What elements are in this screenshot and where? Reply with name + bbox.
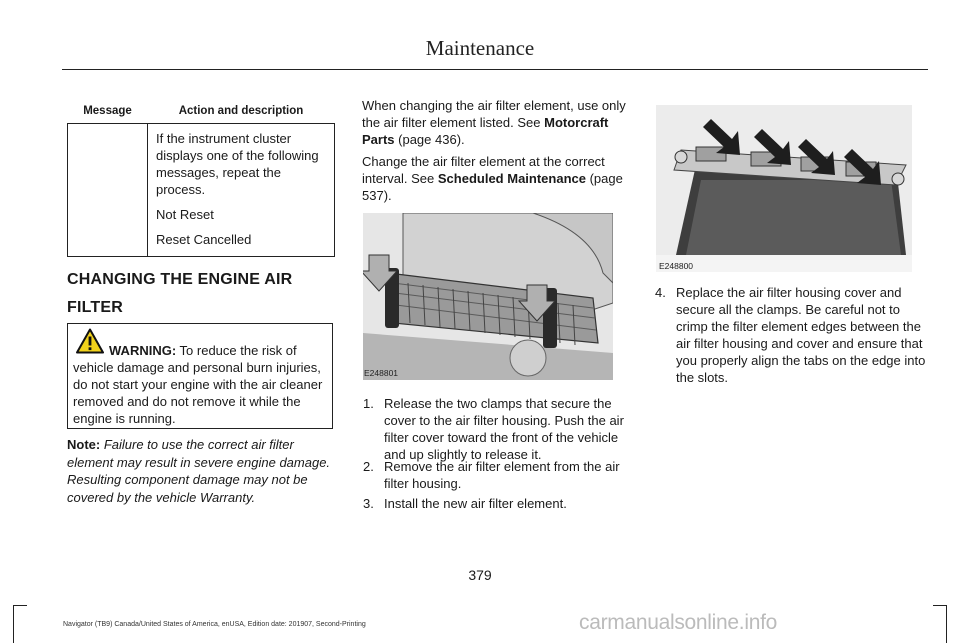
table-action-text-2: Not Reset xyxy=(156,207,214,222)
table-header-message: Message xyxy=(68,97,148,124)
section-title xyxy=(67,266,337,322)
table-cell-action xyxy=(148,124,335,257)
col2-para1-text: When changing the air filter element, use only the air filter element listed. See xyxy=(362,98,626,130)
warning-text-rest: vehicle damage and personal burn injuries, do not start your engine with the air cleaner removed and do not remove it while the engine is running. xyxy=(73,360,323,426)
col2-para2 xyxy=(362,153,632,204)
page-header-title: Maintenance xyxy=(425,36,535,60)
warning-text-first: To reduce the risk of xyxy=(176,343,297,358)
col2-para2-ref: (page 537). xyxy=(362,171,623,203)
crop-mark-left xyxy=(13,605,14,643)
step-2-number: 2. xyxy=(363,459,374,474)
crop-mark-left-top xyxy=(13,605,27,606)
step-4-text: Replace the air filter housing cover and secure all the clamps. Be careful not to crimp the filter element edges between the air filter housing and cover and ensure that you properly align the tabs on the edge into the slots. xyxy=(676,285,926,385)
step-1-text: Release the two clamps that secure the cover to the air filter housing. Push the air filter cover toward the front of the vehicle and up slightly to release it. xyxy=(384,396,624,462)
step-1-number: 1. xyxy=(363,396,374,411)
footer-edition-text: Navigator (TB9) Canada/United States of America, enUSA, Edition date: 201907, Second-Printing xyxy=(63,621,366,628)
table-action-text-1: If the instrument cluster displays one of the following messages, repeat the process. xyxy=(156,131,319,197)
air-filter-clamps-drawing xyxy=(363,213,613,380)
table-cell-message xyxy=(68,124,148,257)
scheduled-maintenance-link[interactable]: Scheduled Maintenance xyxy=(437,171,586,186)
step-2-text: Remove the air filter element from the air filter housing. xyxy=(384,459,620,491)
step-3-number: 3. xyxy=(363,496,374,511)
step-3-text: Install the new air filter element. xyxy=(384,496,567,511)
air-filter-tabs-drawing xyxy=(656,105,912,272)
image-label-e248801: E248801 xyxy=(364,368,399,378)
note-text: Failure to use the correct air filter element may result in severe engine damage. Resulting component damage may not be covered by the vehicle Warranty. xyxy=(67,437,331,505)
step-4-number: 4. xyxy=(655,285,666,300)
section-title-line2: FILTER xyxy=(67,299,124,316)
table-action-text-3: Reset Cancelled xyxy=(156,232,252,247)
step-4 xyxy=(655,284,927,385)
warning-text xyxy=(73,342,335,427)
message-table xyxy=(67,97,335,257)
air-filter-tabs-illustration xyxy=(656,105,912,272)
section-title-line1: CHANGING THE ENGINE AIR xyxy=(67,271,293,288)
crop-mark-right xyxy=(946,605,947,643)
table-row xyxy=(68,124,335,257)
air-filter-clamps-illustration xyxy=(363,213,613,380)
col2-para2-text: Change the air filter element at the correct interval. See xyxy=(362,154,605,186)
col2-para1-ref: (page 436). xyxy=(394,132,465,147)
step-2 xyxy=(363,458,633,494)
note-paragraph xyxy=(67,436,337,506)
page-number: 379 xyxy=(468,567,492,583)
watermark-text: carmanualsonline.info xyxy=(579,611,777,634)
image-label-e248800: E248800 xyxy=(659,261,694,271)
warning-label: WARNING: xyxy=(109,343,177,358)
note-label: Note: xyxy=(67,437,101,452)
motorcraft-parts-link[interactable]: Motorcraft Parts xyxy=(362,115,609,147)
crop-mark-right-top xyxy=(933,605,947,606)
header-divider xyxy=(62,69,928,70)
step-1 xyxy=(363,395,633,465)
table-header-action: Action and description xyxy=(148,97,335,124)
col2-para1 xyxy=(362,97,632,148)
step-3 xyxy=(363,495,633,513)
